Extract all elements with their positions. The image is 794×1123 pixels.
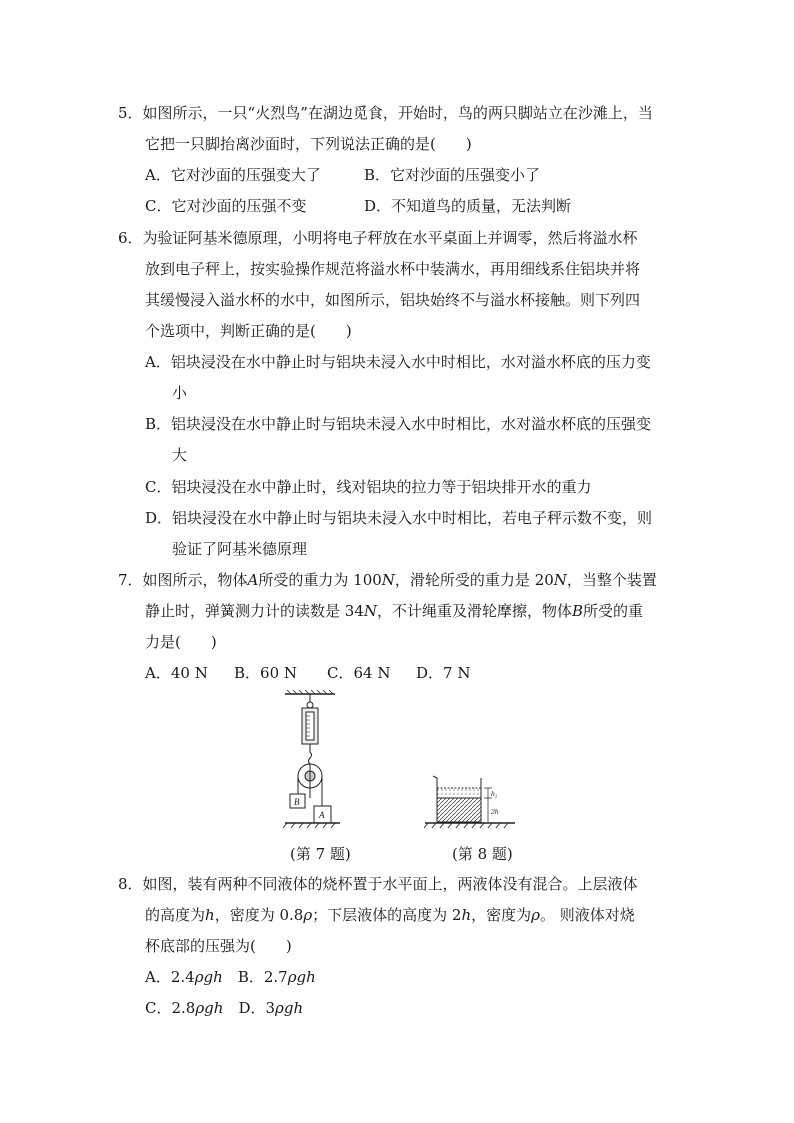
q8-option-c-expr: ρgh	[195, 999, 224, 1017]
fig8-beaker-diagram	[420, 768, 520, 830]
q8-line-2-text-e: 。 则液体对烧	[539, 906, 635, 924]
q7-line-2	[145, 601, 643, 621]
q7-option-c: C．64 N	[327, 664, 391, 682]
q8-option-a-num: A．2.4	[145, 968, 195, 986]
q8-line-1: 8．如图，装有两种不同液体的烧杯置于水平面上，两液体没有混合。上层液体	[118, 875, 638, 893]
q7-line-2-text-b: ，不计绳重及滑轮摩擦，物体	[376, 602, 572, 620]
q6-option-a-line-2: 小	[172, 384, 188, 402]
q8-line-2-text-b: ，密度为 0.8	[214, 906, 304, 924]
q7-unit-n-1: N	[381, 571, 395, 589]
q8-line-2-text-d: ，密度为	[471, 906, 532, 924]
q5-option-c: C．它对沙面的压强不变	[145, 197, 307, 215]
q6-line-2: 放到电子秤上，按实验操作规范将溢水杯中装满水，再用细线系住铝块并将	[145, 260, 641, 278]
q8-option-d-expr: ρgh	[275, 999, 304, 1017]
q7-line-1	[118, 570, 657, 590]
q7-line-1-text-d: ，当整个装置	[566, 571, 657, 589]
q8-var-h-2: h	[461, 906, 472, 924]
q5-line-2: 它把一只脚抬离沙面时，下列说法正确的是( )	[145, 135, 472, 153]
q8-var-h-1: h	[205, 906, 215, 924]
q7-line-2-text-a: 静止时，弹簧测力计的读数是 34	[145, 602, 364, 620]
q8-option-b-num: B．2.7	[237, 968, 288, 986]
fig7-caption: (第 7 题)	[290, 845, 351, 863]
q6-option-d-line-2: 验证了阿基米德原理	[172, 540, 308, 558]
q8-var-rho-1: ρ	[303, 906, 313, 924]
q7-var-b: B	[572, 602, 584, 620]
q7-option-a: A．40 N	[145, 664, 208, 682]
fig7-pulley-diagram	[275, 690, 345, 830]
q6-option-b-line-1: B．铝块浸没在水中静止时与铝块未浸入水中时相比，水对溢水杯底的压强变	[145, 415, 652, 433]
q7-option-b: B．60 N	[234, 664, 298, 682]
q7-line-1-text-a: 7．如图所示，物体	[118, 571, 248, 589]
q8-option-b-expr: ρgh	[287, 968, 316, 986]
q6-option-b-line-2: 大	[172, 446, 188, 464]
q8-line-2-text-c: ；下层液体的高度为 2	[312, 906, 462, 924]
fig8-label-upper: h₂	[491, 789, 498, 798]
q6-option-a-line-1: A．铝块浸没在水中静止时与铝块未浸入水中时相比，水对溢水杯底的压力变	[145, 353, 651, 371]
fig7-label-b: B	[294, 797, 300, 807]
q7-unit-n-3: N	[363, 602, 377, 620]
q6-option-c: C．铝块浸没在水中静止时，线对铝块的拉力等于铝块排开水的重力	[145, 478, 592, 496]
q7-option-d: D．7 N	[416, 664, 471, 682]
q8-line-3: 杯底部的压强为( )	[145, 937, 292, 955]
q8-option-c-num: C．2.8	[145, 999, 196, 1017]
q7-line-3: 力是( )	[145, 633, 217, 651]
q8-line-2	[145, 905, 635, 925]
q5-option-a: A．它对沙面的压强变大了	[145, 166, 321, 184]
q6-line-1: 6．为验证阿基米德原理，小明将电子秤放在水平桌面上并调零，然后将溢水杯	[118, 229, 638, 247]
q8-line-2-text-a: 的高度为	[145, 906, 206, 924]
q5-option-b: B．它对沙面的压强变小了	[364, 166, 541, 184]
q8-var-rho-2: ρ	[531, 906, 540, 924]
q7-unit-n-2: N	[553, 571, 567, 589]
q6-line-3: 其缓慢浸入溢水杯的水中，如图所示，铝块始终不与溢水杯接触。则下列四	[145, 291, 641, 309]
q7-line-2-text-c: 所受的重	[583, 602, 644, 620]
q7-line-1-text-b: 所受的重力为 100	[258, 571, 382, 589]
q8-options-cd	[145, 998, 303, 1018]
fig7-label-a: A	[319, 810, 325, 820]
q5-option-d: D．不知道鸟的质量，无法判断	[364, 197, 572, 215]
q6-line-4: 个选项中，判断正确的是( )	[145, 322, 352, 340]
q7-var-a: A	[247, 571, 259, 589]
q6-option-d-line-1: D．铝块浸没在水中静止时与铝块未浸入水中时相比，若电子秤示数不变，则	[145, 509, 653, 527]
q8-options-ab	[145, 967, 316, 987]
q8-option-d-num: D．3	[238, 999, 276, 1017]
q7-line-1-text-c: ，滑轮所受的重力是 20	[394, 571, 554, 589]
q8-option-a-expr: ρgh	[194, 968, 223, 986]
q5-line-1: 5．如图所示，一只“火烈鸟”在湖边觅食，开始时，鸟的两只脚站立在沙滩上，当	[118, 104, 653, 122]
fig8-label-lower: 2h	[491, 807, 499, 816]
fig8-caption: (第 8 题)	[452, 845, 513, 863]
